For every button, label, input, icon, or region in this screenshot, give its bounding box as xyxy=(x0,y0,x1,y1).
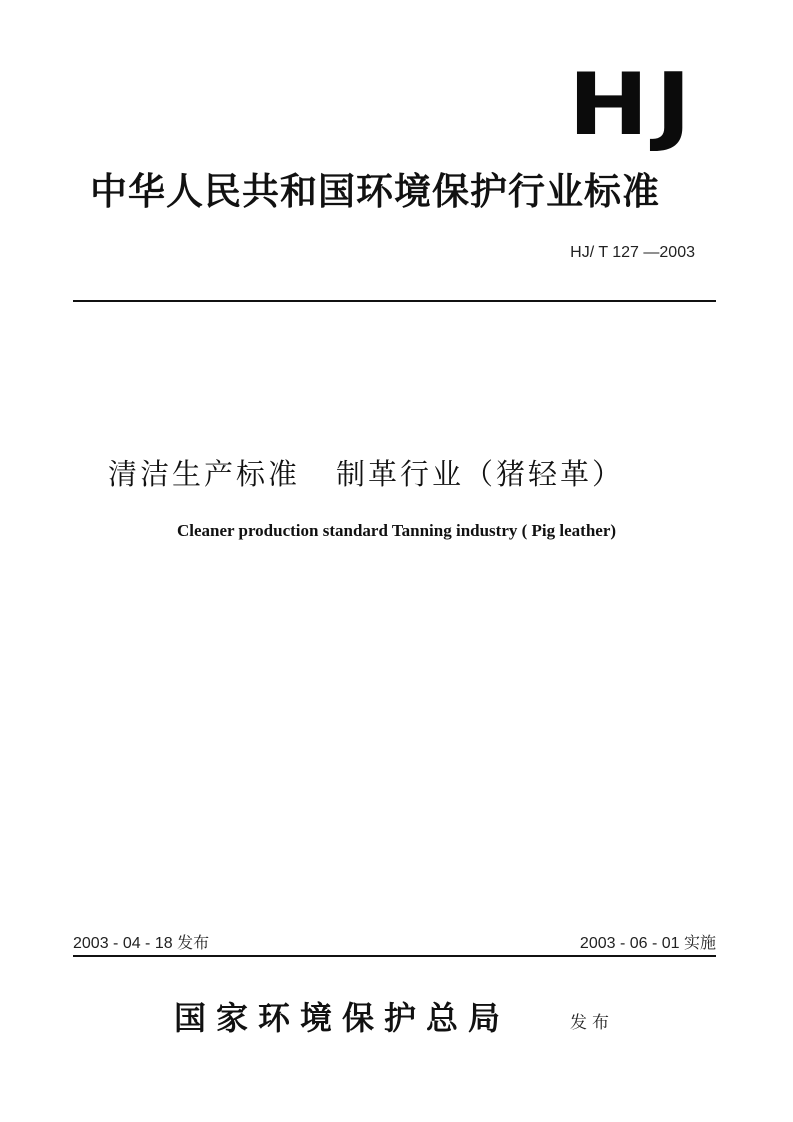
implement-date: 2003 - 06 - 01 实施 xyxy=(579,935,716,952)
issuer-action-label: 发布 xyxy=(570,1013,614,1033)
footer-divider xyxy=(73,955,716,957)
title-cn-part1: 清洁生产标准 xyxy=(108,457,301,491)
issuing-authority: 国家环境保护总局 xyxy=(174,999,511,1037)
document-title-en: Cleaner production standard Tanning industry ( Pig leather) xyxy=(176,521,617,540)
standard-category-title: 中华人民共和国环境保护行业标准 xyxy=(90,169,660,213)
hj-logo: HJ xyxy=(568,55,698,155)
title-cn-part2: 制革行业（猪轻革） xyxy=(336,457,625,491)
header-divider xyxy=(73,300,716,302)
issue-date: 2003 - 04 - 18 发布 xyxy=(73,935,210,952)
document-title-cn xyxy=(108,452,624,493)
standard-code: HJ/ T 127 —2003 xyxy=(570,244,695,261)
